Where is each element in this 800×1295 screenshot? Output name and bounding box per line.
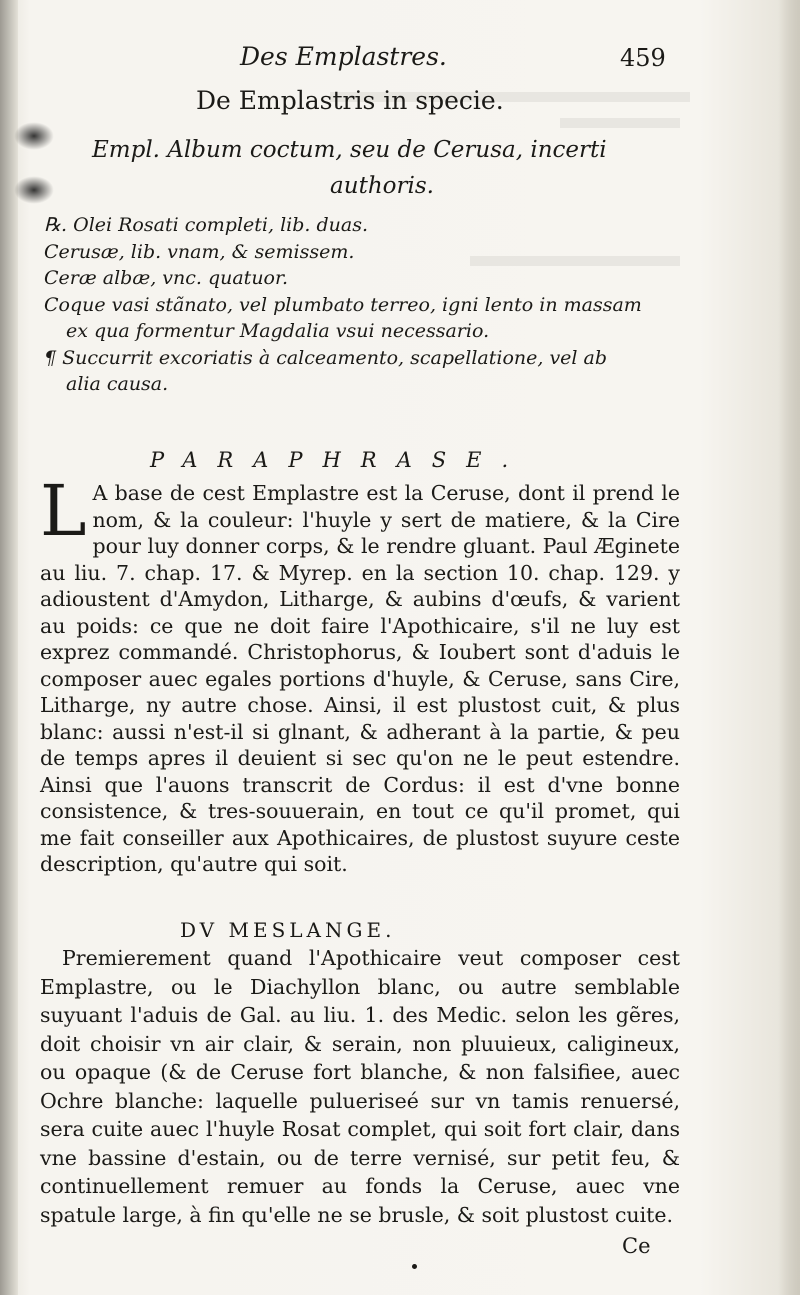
meslange-paragraph: Premierement quand l'Apothicaire veut composer cest Emplastre, ou le Diachyllon blanc, ou autre semblable suyuant l'aduis de Gal. au liu. 1. des Medic. selon les gẽres, doit choisir vn air clair, & serain, non pluuieux, caligineux, ou opaque (& de Ceruse fort blanche, & non falsifiee, auec Ochre blanche: laquelle pulueriseé sur vn tamis renuersé, sera cuite auec l'huyle Rosat complet, qui soit fort clair, dans vne bassine d'estain, ou de terre vernisé, sur petit feu, & continuellement remuer au fonds la Ceruse, auec vne spatule large, à fin qu'elle ne se brusle, & soit plustost cuite.: [40, 946, 680, 1227]
recipe-line: ¶ Succurrit excoriatis à calceamento, scapellatione, vel ab: [44, 346, 608, 369]
recipe-line: alia causa.: [66, 373, 169, 395]
catchword: Ce: [622, 1234, 651, 1258]
running-head: Des Emplastres.: [240, 42, 447, 71]
recipe-line: Coque vasi stãnato, vel plumbato terreo, igni lento in massam: [44, 293, 642, 316]
paraphrase-text: A base de cest Emplastre est la Ceruse, dont il prend le nom, & la couleur: l'huyle y sert de matiere, & la Cire pour luy donner corps, & le rendre gluant. Paul Æginete au liu. 7. chap. 17. & Myrep. en la section 10. chap. 129. y adioustent d'Amydon, Litharge, & aubins d'œufs, & varient au poids: ce que ne doit faire l'Apothicaire, s'il ne luy est exprez commandé. Christophorus, & Ioubert sont d'aduis le composer auec egales portions d'huyle, & Ceruse, sans Cire, Litharge, ny autre chose. Ainsi, il est plustost cuit, & plus blanc: aussi n'est-il si glnant, & adherant à la partie, & peu de temps apres il deuient si sec qu'on ne le peut estendre. Ainsi que l'auons transcrit de Cordus: il est d'vne bonne consistence, & tres-souuerain, en tout ce qu'il promet, qui me fait conseiller aux Apothicaires, de plustost suyure ceste description, qu'autre qui soit.: [40, 481, 680, 876]
recipe-title-line: Empl. Album coctum, seu de Cerusa, incerti: [92, 137, 607, 163]
recipe-line: Cerusæ, lib. vnam, & semissem.: [44, 240, 355, 263]
meslange-body: [40, 944, 680, 1229]
recipe-line: Ceræ albæ, vnc. quatuor.: [44, 267, 289, 289]
recipe-title-line: authoris.: [330, 173, 434, 199]
ink-smudge: [14, 176, 54, 204]
page-edge: [778, 0, 800, 1295]
paraphrase-heading: PARAPHRASE.: [150, 448, 529, 472]
meslange-heading: DV MESLANGE.: [180, 918, 396, 942]
paraphrase-body: [40, 470, 680, 878]
signature-mark: [412, 1264, 417, 1269]
recipe-line: ex qua formentur Magdalia vsui necessario.: [66, 320, 490, 342]
recipe-line: ℞. Olei Rosati completi, lib. duas.: [44, 214, 368, 236]
ink-smudge: [14, 122, 54, 150]
drop-cap: L: [40, 470, 87, 552]
recipe-ingredients: [44, 212, 684, 398]
section-title: De Emplastris in specie.: [196, 86, 504, 115]
show-through: [560, 118, 680, 128]
recipe-title: [92, 132, 652, 204]
paraphrase-paragraph: [40, 470, 680, 878]
page-number: 459: [620, 44, 666, 72]
